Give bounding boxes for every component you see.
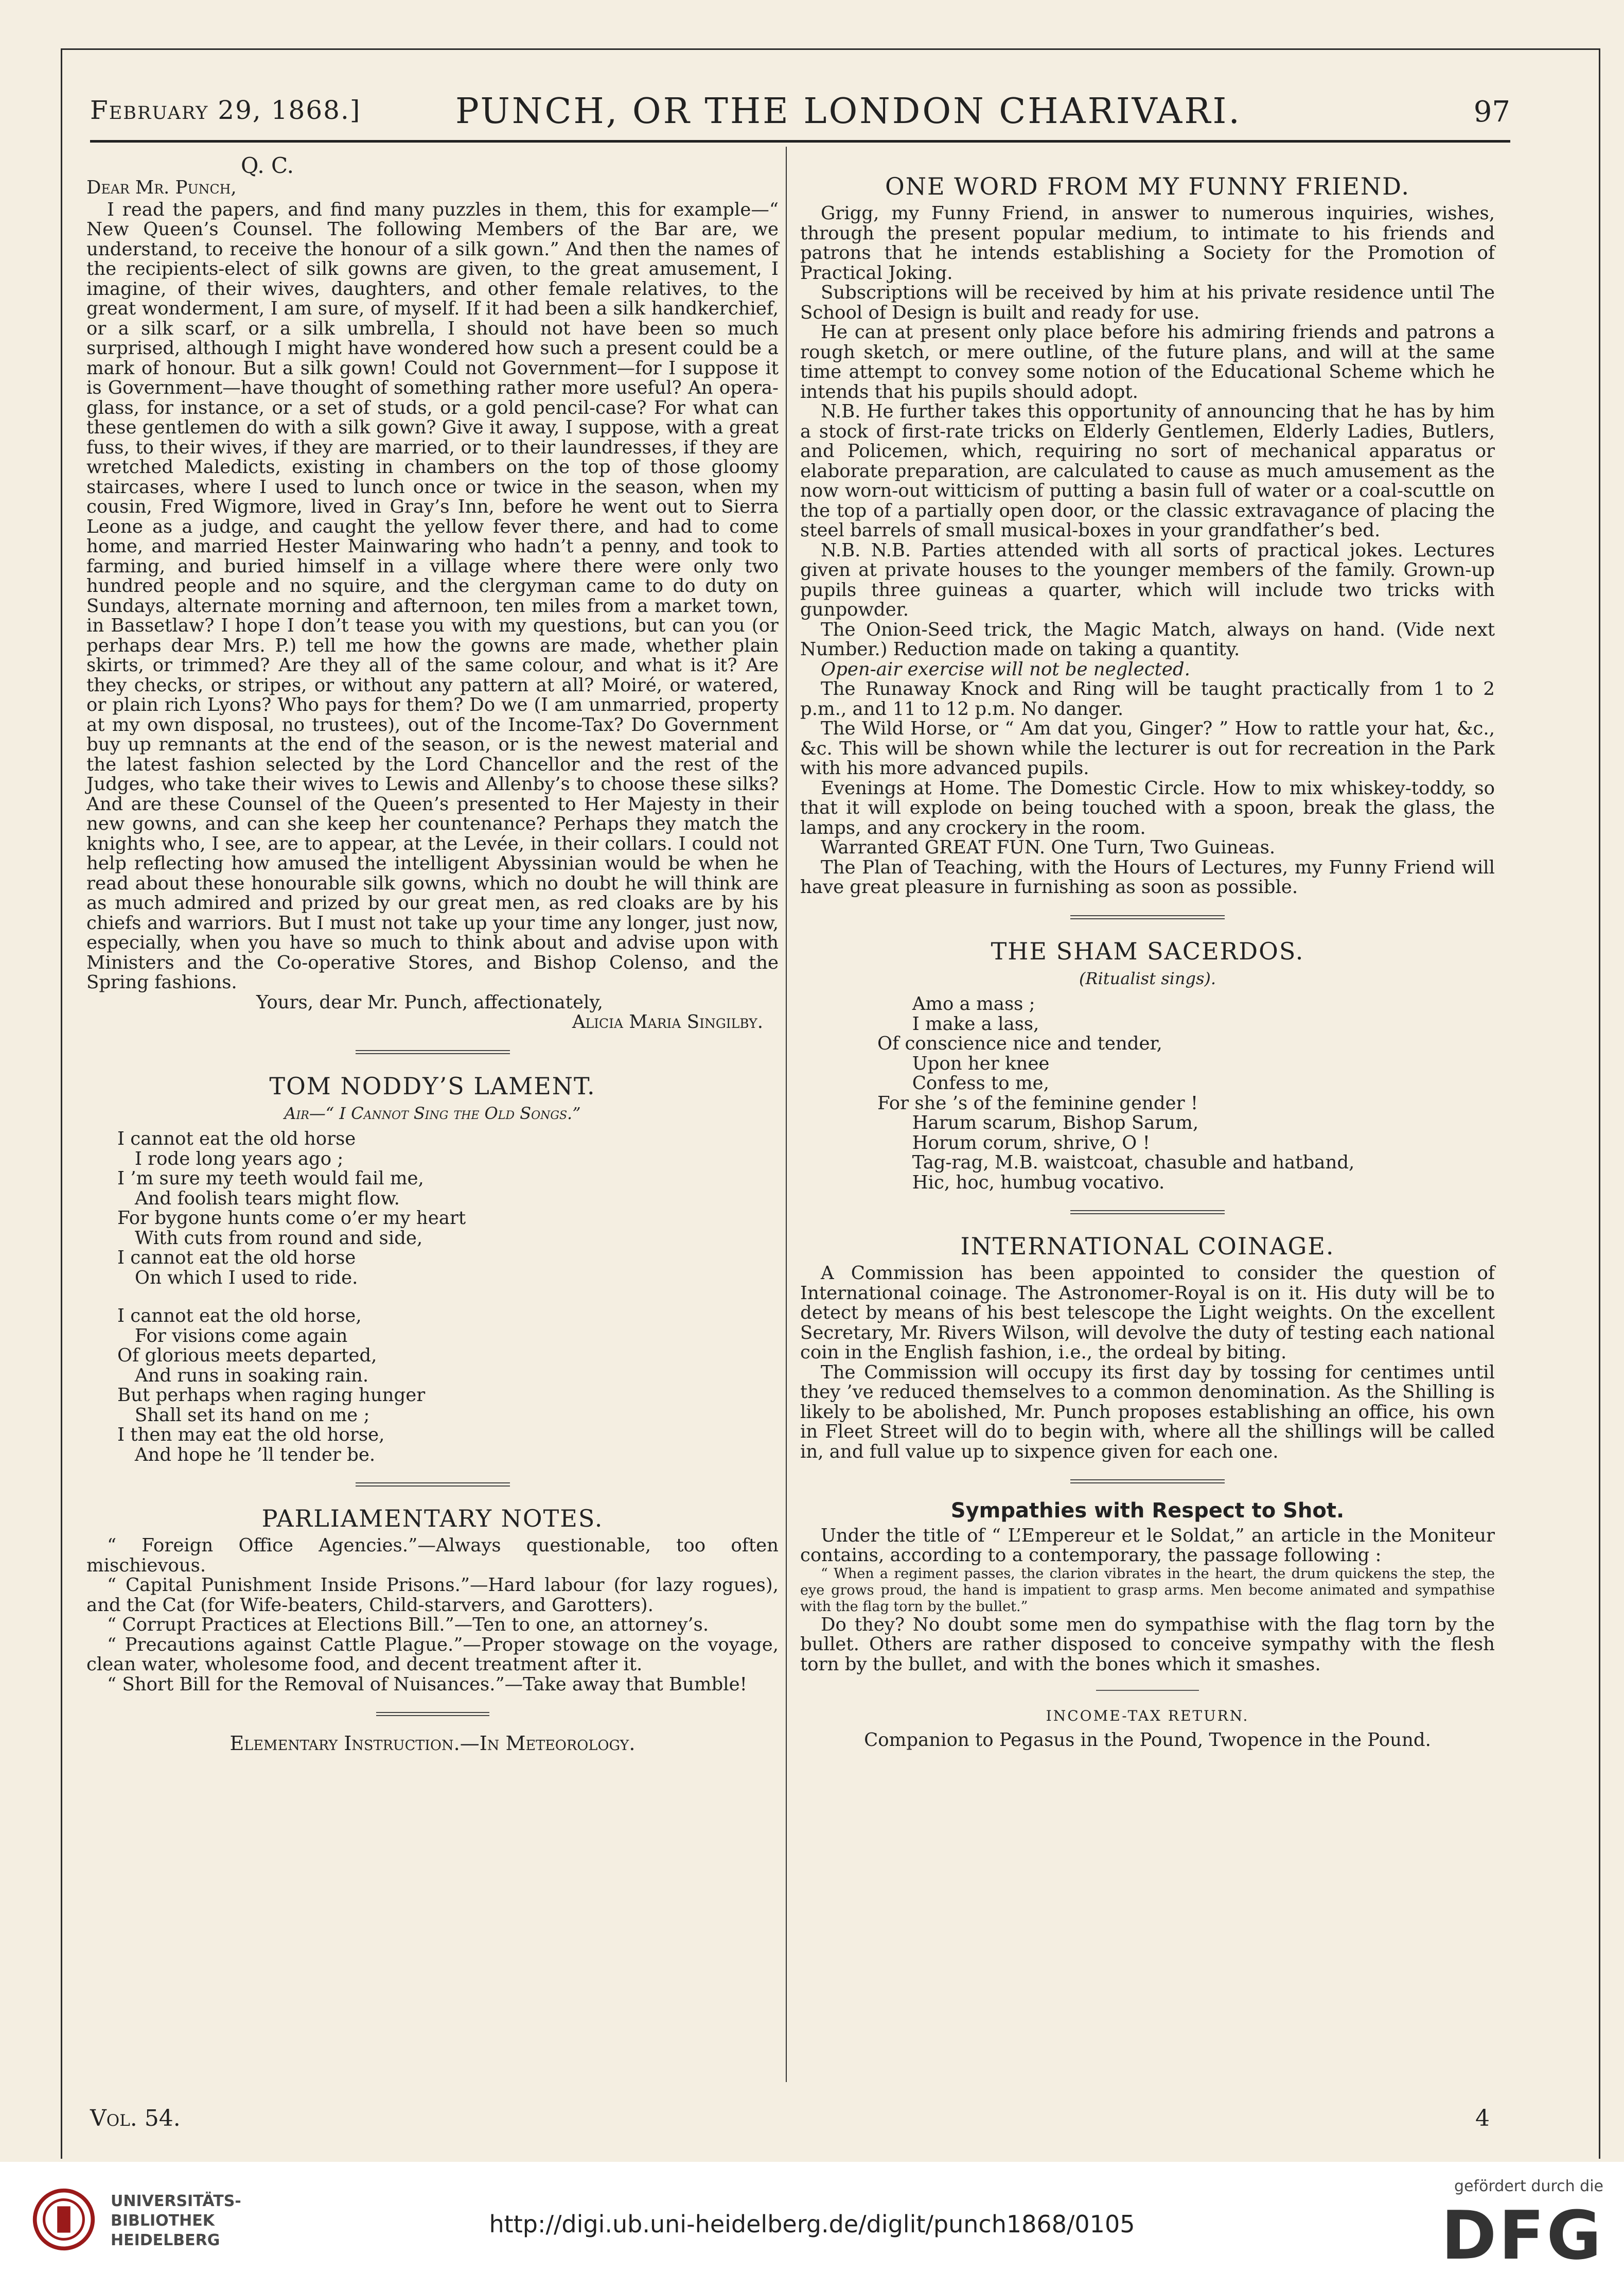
volume-label: Vol. 54.	[90, 2105, 181, 2131]
poem-line: I cannot eat the old horse	[117, 1247, 356, 1268]
separator	[1096, 1690, 1199, 1691]
qc-title: Q. C.	[241, 153, 294, 178]
poem-line: Upon her knee	[877, 1053, 1050, 1074]
poem-line: Horum corum, shrive, O !	[877, 1132, 1150, 1153]
poem-line: Shall set its hand on me ;	[117, 1404, 370, 1426]
right-column	[800, 149, 1495, 1750]
sympathies-reply: Do they? No doubt some men do sympathise with the flag torn by the bullet. Others are rather disposed to conceive sympathy with the flesh torn by the bullet, and with the bones which it smashes.	[800, 1614, 1495, 1675]
poem-line: Confess to me,	[877, 1073, 1049, 1094]
separator	[356, 1050, 510, 1054]
funny-paragraph: Subscriptions will be received by him at his private residence until The School of Design is built and ready for use.	[800, 282, 1495, 323]
separator	[1070, 1479, 1225, 1483]
header-rule	[90, 140, 1510, 143]
page-footer	[90, 2105, 1510, 2141]
sympathies-quote: “ When a regiment passes, the clarion vibrates in the heart, the drum quickens the step, the eye grows proud, the hand is impatient to grasp arms. Men become animated and sympathise with the flag torn by the bullet.”	[800, 1565, 1495, 1615]
funny-paragraph: The Onion-Seed trick, the Magic Match, always on hand. (Vide next Number.) Reduction made on taking a quantity.	[800, 619, 1495, 660]
funny-paragraph: Evenings at Home. The Domestic Circle. How to mix whiskey-toddy, so that it will explode on being touched with a spoon, break the glass, the lamps, and any crockery in the room.	[800, 777, 1495, 838]
signature-mark: 4	[1475, 2105, 1490, 2131]
column-rule	[786, 147, 787, 2082]
separator	[1070, 1210, 1225, 1214]
qc-signature: Alicia Maria Singilby.	[572, 1011, 763, 1033]
funny-paragraph: Warranted GREAT FUN. One Turn, Two Guineas.	[821, 837, 1276, 858]
funny-paragraph: N.B. He further takes this opportunity of announcing that he has by him a stock of first-rate tricks on Elderly Gentlemen, Elderly Ladies, Butlers, and Policemen, which, requiring no sort of mechanical apparatus or elaborate preparation, are calculated to cause as much amusement as the now worn-out witticism of putting a basin full of water or a coal-scuttle on the top of a partially open door, or the classic extravagance of placing the steel barrels of small musical-boxes in your grandfather’s bed.	[800, 401, 1495, 541]
noddy-stanza-1	[86, 1129, 779, 1288]
qc-salutation: Dear Mr. Punch,	[86, 177, 237, 198]
noddy-title: TOM NODDY’S LAMENT.	[269, 1072, 596, 1100]
left-column	[86, 149, 779, 1754]
elementary-instruction: Elementary Instruction.—In Meteorology.	[230, 1732, 636, 1755]
funny-paragraph: Open-air exercise will not be neglected.	[821, 658, 1190, 680]
poem-line: I cannot eat the old horse	[117, 1128, 356, 1149]
funny-paragraph: Grigg, my Funny Friend, in answer to numerous inquiries, wishes, through the present popular medium, to intimate to his friends and patrons that he intends establishing a Society for the Promotion of Practical Joking.	[800, 203, 1495, 284]
poem-line: Of conscience nice and tender,	[877, 1033, 1162, 1054]
library-line: HEIDELBERG	[111, 2231, 220, 2249]
poem-line: I cannot eat the old horse,	[117, 1305, 362, 1326]
funny-paragraph: He can at present only place before his admiring friends and patrons a rough sketch, or mere outline, of the future plans, and will at the same time attempt to convey some notion of the Educational Scheme which he intends that his pupils should adopt.	[800, 322, 1495, 403]
poem-line: On which I used to ride.	[117, 1267, 358, 1288]
frame-rule-right	[1599, 48, 1600, 2159]
parliamentary-note: “ Foreign Office Agencies.”—Always questionable, too often mischievous.	[86, 1535, 779, 1576]
poem-line: For bygone hunts come o’er my heart	[117, 1208, 466, 1229]
funny-paragraph: The Plan of Teaching, with the Hours of Lectures, my Funny Friend will have great pleasure in furnishing as soon as possible.	[800, 856, 1495, 898]
sympathies-intro: Under the title of “ L’Empereur et le Soldat,” an article in the Moniteur contains, according to a contemporary, the passage following :	[800, 1525, 1495, 1566]
sham-subtitle: (Ritualist sings).	[1079, 968, 1216, 988]
poem-line: But perhaps when raging hunger	[117, 1385, 426, 1406]
poem-line: I ’m sure my teeth would fail me,	[117, 1168, 424, 1189]
page-header	[90, 90, 1510, 147]
parliamentary-note: “ Short Bill for the Removal of Nuisances.”—Take away that Bumble!	[107, 1673, 747, 1695]
poem-line: I then may eat the old horse,	[117, 1424, 385, 1445]
coinage-paragraph: The Commission will occupy its first day by tossing for centimes until they ’ve reduced themselves to a common denomination. As the Shilling is likely to be abolished, Mr. Punch proposes establishing an office, his own in Fleet Street will do to begin with, where all the shillings will be called in, and full value up to sixpence given for each one.	[800, 1361, 1495, 1462]
funding-label: gefördert durch die	[1454, 2177, 1603, 2195]
poem-line: And hope he ’ll tender be.	[117, 1444, 376, 1465]
parliamentary-note: “ Capital Punishment Inside Prisons.”—Hard labour (for lazy rogues), and the Cat (for Wife-beaters, Child-starvers, and Garotters).	[86, 1575, 779, 1616]
coinage-title: INTERNATIONAL COINAGE.	[960, 1232, 1335, 1260]
page-number: 97	[1473, 95, 1510, 129]
sham-title: THE SHAM SACERDOS.	[991, 937, 1304, 965]
coinage-paragraph: A Commission has been appointed to consider the question of International coinage. The Astronomer-Royal is on it. His duty will be to detect by means of his best telescope the Light weights. On the excellent Secretary, Mr. Rivers Wilson, will devolve the duty of testing each national coin in the English fashion, i.e., the ordeal by biting.	[800, 1263, 1495, 1363]
poem-line: And runs in soaking rain.	[117, 1365, 369, 1386]
poem-line: I make a lass,	[877, 1013, 1039, 1035]
noddy-stanza-2	[86, 1306, 779, 1465]
poem-line: For she ’s of the feminine gender !	[877, 1092, 1198, 1114]
poem-line: And foolish tears might flow.	[117, 1187, 400, 1209]
poem-line: Hic, hoc, humbug vocativo.	[877, 1172, 1165, 1193]
parliamentary-note: “ Corrupt Practices at Elections Bill.”—Ten to one, an attorney’s.	[107, 1614, 709, 1635]
funny-paragraph: The Wild Horse, or “ Am dat you, Ginger? ” How to rattle your hat, &c., &c. This will be shown while the lecturer is out for recreation in the Park with his more advanced pupils.	[800, 718, 1495, 779]
income-title: INCOME-TAX RETURN.	[1046, 1707, 1249, 1724]
income-text: Companion to Pegasus in the Pound, Twopence in the Pound.	[864, 1729, 1431, 1751]
library-line: BIBLIOTHEK	[111, 2212, 215, 2230]
header-date: February 29, 1868.]	[90, 95, 361, 125]
funny-paragraph: The Runaway Knock and Ring will be taught practically from 1 to 2 p.m., and 11 to 12 p.m. No danger.	[800, 678, 1495, 720]
library-line: UNIVERSITÄTS-	[111, 2192, 241, 2210]
poem-line: For visions come again	[117, 1325, 348, 1347]
source-url-link[interactable]: http://digi.ub.uni-heidelberg.de/diglit/punch1868/0105	[489, 2210, 1135, 2238]
separator	[356, 1482, 510, 1487]
frame-rule-left	[61, 48, 62, 2159]
parliamentary-note: “ Precautions against Cattle Plague.”—Proper stowage on the voyage, clean water, wholesome food, and decent treatment after it.	[86, 1634, 779, 1675]
parliamentary-title: PARLIAMENTARY NOTES.	[261, 1505, 604, 1532]
separator	[376, 1712, 489, 1716]
qc-closing: Yours, dear Mr. Punch, affectionately,	[256, 991, 603, 1013]
frame-rule-top	[61, 48, 1600, 50]
poem-line: Harum scarum, Bishop Sarum,	[877, 1112, 1199, 1133]
funny-paragraph: N.B. N.B. Parties attended with all sorts of practical jokes. Lectures given at private houses to the younger members of the family. Grown-up pupils three guineas a quarter, which will include two tricks with gunpowder.	[800, 539, 1495, 620]
sham-poem	[800, 994, 1495, 1193]
poem-line: With cuts from round and side,	[117, 1227, 423, 1249]
poem-line: Of glorious meets departed,	[117, 1345, 377, 1366]
header-title: PUNCH, OR THE LONDON CHARIVARI.	[455, 91, 1242, 132]
noddy-air: Air—“ I Cannot Sing the Old Songs.”	[284, 1103, 581, 1123]
sympathies-title: Sympathies with Respect to Shot.	[950, 1499, 1345, 1523]
dfg-logo: DFG	[1441, 2196, 1603, 2275]
separator	[1070, 915, 1225, 919]
funny-title: ONE WORD FROM MY FUNNY FRIEND.	[885, 172, 1410, 200]
poem-line: I rode long years ago ;	[117, 1148, 344, 1169]
poem-line: Amo a mass ;	[877, 993, 1035, 1015]
digitization-banner	[0, 2162, 1624, 2290]
qc-paragraph: I read the papers, and find many puzzles in them, this for example—“ New Queen’s Counsel. The following Members of the Bar are, we understand, to receive the honour of a silk gown.” And then the names of the recipients-elect of silk gowns are given, to the great amusement, I imagine, of their wives, daughters, and other female relatives, to the great wonderment, I am sure, of myself. If it had been a silk handkerchief, or a silk scarf, or a silk umbrella, I should not have been so much surprised, although I might have wondered how such a present could be a mark of honour. But a silk gown! Could not Government—for I suppose it is Government—have thought of something rather more useful? An opera-glass, for instance, or a set of studs, or a gold pencil-case? For what can these gentlemen do with a silk gown? Give it away, I suppose, with a great fuss, to their wives, if they are married, or to their laundresses, if they are wretched Maledicts, existing in chambers on the top of those gloomy staircases, where I used to lunch once or twice in the season, when my cousin, Fred Wigmore, lived in Gray’s Inn, before he went out to Sierra Leone as a judge, and caught the yellow fever there, and had to come home, and married Hester Mainwaring who hadn’t a penny, and took to farming, and buried himself in a village where there were only two hundred people and no squire, and the clergyman came to do duty on Sundays, alternate morning and afternoon, ten miles from a market town, in Bassetlaw? I hope I don’t tease you with my questions, but can you (or perhaps dear Mrs. P.) tell me how the gowns are made, whether plain skirts, or trimmed? Are they all of the same colour, and what is it? Are they checks, or stripes, or without any pattern at all? Moiré, or watered, or plain rich Lyons? Who pays for them? Do we (I am unmarried, property at my own disposal, no trustees), out of the Income-Tax? Do Government buy up remnants at the end of the season, or is the newest material and the latest fashion selected by the Lord Chancellor and the rest of the Judges, who take their wives to Lewis and Allenby’s to choose these silks? And are these Counsel of the Queen’s presented to Her Majesty in their new gowns, and can she keep her countenance? Perhaps they match the knights who, I see, are to appear, at the Levée, in their collars. I could not help reflecting how amused the intelligent Abyssinian would be when he read about these honourable silk gowns, which no doubt he will think are as much admired and prized by our great men, as red cloaks are by his chiefs and warriors. But I must not take up your time any longer, just now, especially, when you have so much to think about and advise upon with Ministers and the Co-operative Stores, and Bishop Colenso, and the Spring fashions.	[86, 199, 779, 993]
poem-line: Tag-rag, M.B. waistcoat, chasuble and hatband,	[877, 1152, 1355, 1173]
